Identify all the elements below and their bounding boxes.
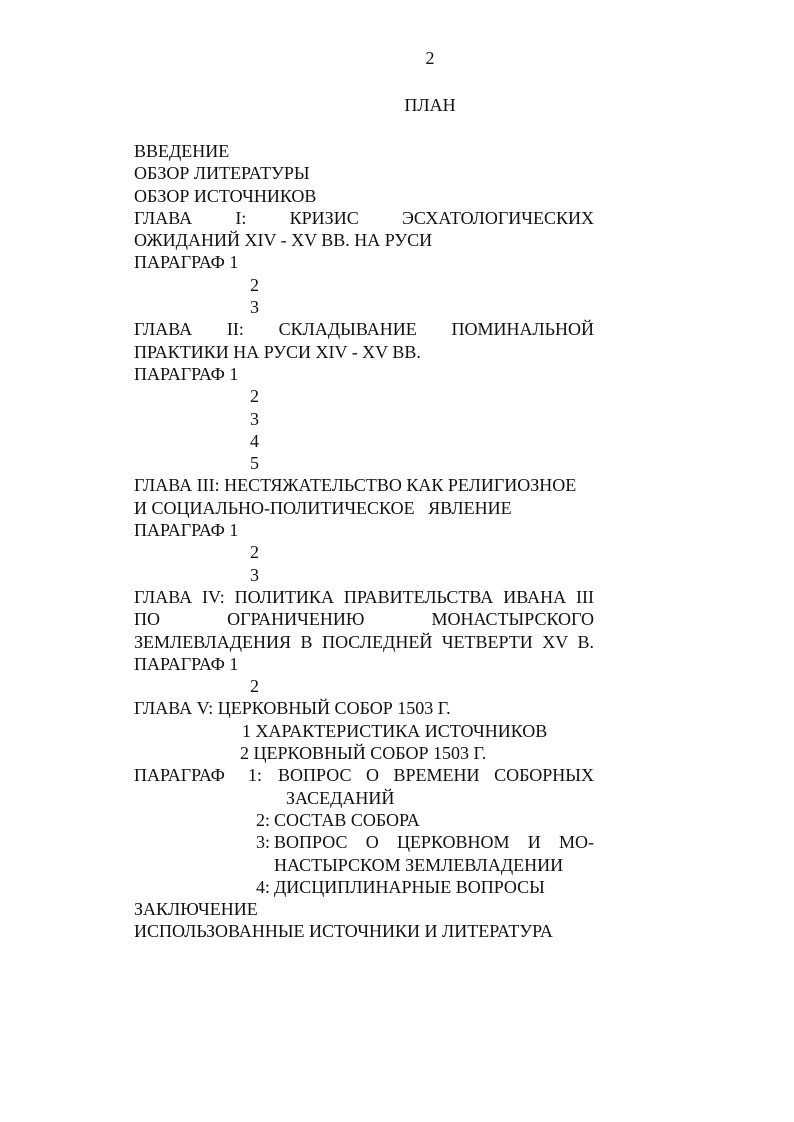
toc-chapter-2-paragraph-2: 2 bbox=[250, 386, 259, 407]
toc-chapter-3-title-cont: И СОЦИАЛЬНО-ПОЛИТИЧЕСКОЕ ЯВЛЕНИЕ bbox=[134, 497, 512, 518]
toc-intro: ВВЕДЕНИЕ bbox=[134, 141, 230, 161]
toc-chapter-5-paragraph-2 bbox=[134, 809, 594, 831]
toc-chapter-5-section-2: 2 ЦЕРКОВНЫЙ СОБОР 1503 Г. bbox=[240, 743, 487, 764]
toc-chapter-2-paragraph-3: 3 bbox=[250, 408, 259, 429]
table-of-contents bbox=[134, 140, 594, 943]
paragraph-title: СОСТАВ СОБОРА bbox=[274, 809, 420, 830]
toc-chapter-3-paragraph-3: 3 bbox=[250, 564, 259, 585]
paragraph-title: ВОПРОС О ВРЕМЕНИ СОБОРНЫХ bbox=[278, 765, 594, 786]
toc-chapter-4-paragraph-2: 2 bbox=[250, 676, 259, 697]
toc-chapter-5-section-1: 1 ХАРАКТЕРИСТИКА ИСТОЧНИКОВ bbox=[242, 720, 548, 741]
toc-sources-review: ОБЗОР ИСТОЧНИКОВ bbox=[134, 185, 317, 206]
toc-chapter-2-title-cont: ПРАКТИКИ НА РУСИ XIV - XV ВВ. bbox=[134, 341, 421, 362]
toc-chapter-5-paragraph-1 bbox=[134, 764, 594, 786]
paragraph-title: ДИСЦИПЛИНАРНЫЕ ВОПРОСЫ bbox=[274, 876, 545, 897]
toc-chapter-5-paragraph-1-cont: ЗАСЕДАНИЙ bbox=[286, 787, 395, 808]
toc-chapter-2-paragraph-4: 4 bbox=[250, 430, 259, 451]
toc-chapter-4-paragraph-1: ПАРАГРАФ 1 bbox=[134, 653, 239, 674]
page-title: ПЛАН bbox=[404, 95, 456, 115]
toc-chapter-3-paragraph-1: ПАРАГРАФ 1 bbox=[134, 520, 239, 541]
toc-chapter-1-title: ГЛАВА I: КРИЗИС ЭСХАТОЛОГИЧЕСКИХ bbox=[134, 207, 594, 228]
paragraph-number: 3: bbox=[255, 832, 270, 853]
paragraph-number: 2: bbox=[255, 809, 270, 830]
toc-chapter-3-title: ГЛАВА III: НЕСТЯЖАТЕЛЬСТВО КАК РЕЛИГИОЗНОЕ bbox=[134, 475, 577, 496]
paragraph-number: 4: bbox=[255, 876, 270, 897]
toc-chapter-2-title: ГЛАВА II: СКЛАДЫВАНИЕ ПОМИНАЛЬНОЙ bbox=[134, 319, 594, 340]
toc-chapter-2-paragraph-1: ПАРАГРАФ 1 bbox=[134, 363, 239, 384]
toc-chapter-5-paragraph-3 bbox=[134, 831, 594, 853]
toc-chapter-1-paragraph-2: 2 bbox=[250, 274, 259, 295]
toc-chapter-5-title: ГЛАВА V: ЦЕРКОВНЫЙ СОБОР 1503 Г. bbox=[134, 698, 451, 719]
toc-bibliography: ИСПОЛЬЗОВАННЫЕ ИСТОЧНИКИ И ЛИТЕРАТУРА bbox=[134, 921, 553, 942]
toc-chapter-2-paragraph-5: 5 bbox=[250, 453, 259, 474]
toc-chapter-4-title: ГЛАВА IV: ПОЛИТИКА ПРАВИТЕЛЬСТВА ИВАНА III bbox=[134, 586, 594, 607]
toc-chapter-1-title-cont: ОЖИДАНИЙ XIV - XV ВВ. НА РУСИ bbox=[134, 230, 433, 251]
toc-chapter-3-paragraph-2: 2 bbox=[250, 542, 259, 563]
toc-chapter-5-paragraph-3-cont: НАСТЫРСКОМ ЗЕМЛЕВЛАДЕНИИ bbox=[274, 854, 564, 875]
toc-chapter-4-title-cont: ПО ОГРАНИЧЕНИЮ МОНАСТЫРСКОГО bbox=[134, 609, 594, 630]
toc-chapter-1-paragraph-3: 3 bbox=[250, 297, 259, 318]
toc-chapter-5-paragraph-4 bbox=[134, 876, 594, 898]
page-number: 2 bbox=[425, 48, 435, 68]
toc-conclusion: ЗАКЛЮЧЕНИЕ bbox=[134, 899, 258, 920]
toc-chapter-4-title-cont-2: ЗЕМЛЕВЛАДЕНИЯ В ПОСЛЕДНЕЙ ЧЕТВЕРТИ XV В. bbox=[134, 631, 594, 652]
toc-chapter-1-paragraph-1: ПАРАГРАФ 1 bbox=[134, 252, 239, 273]
toc-literature-review: ОБЗОР ЛИТЕРАТУРЫ bbox=[134, 163, 310, 184]
paragraph-number: 1: bbox=[248, 765, 263, 786]
paragraph-title: ВОПРОС О ЦЕРКОВНОМ И МО- bbox=[274, 832, 594, 853]
paragraph-label: ПАРАГРАФ bbox=[134, 765, 225, 786]
